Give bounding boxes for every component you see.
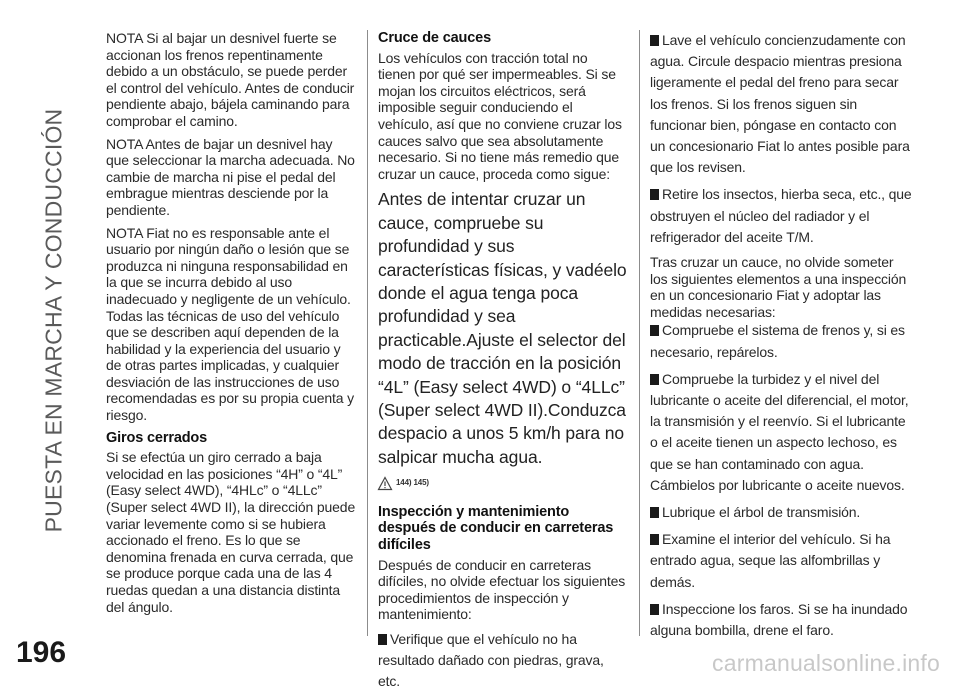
bullet-item: Examine el interior del vehículo. Si ha entrado agua, seque las alfombrillas y demás. [650,531,891,590]
column-3 [650,30,912,647]
water-crossing-body: Los vehículos con tracción total no tienen por qué ser impermeables. Si se mojan los circuitos eléctricos, será imposible seguir conduciendo el vehículo, así que no conviene cruzar los cauces salvo que sea absolutamente necesario. Si no tiene más remedio que cruzar un cauce, proceda como sigue: [378,49,622,182]
site-watermark: carmanualsonline.info [712,650,940,676]
bullet-square-icon [650,189,659,200]
bullet-item: Lave el vehículo concienzudamente con agua. Circule despacio mientras presiona ligeramente el pedal del freno para secar los frenos. Si los frenos siguen sin funcionar bien, póngase en contacto con un concesionario Fiat lo antes posible para que los revisen. [650,32,910,176]
bullet-square-icon [378,634,387,645]
bullet-item: Compruebe el sistema de frenos y, si es necesario, repárelos. [650,322,905,360]
page-number: 196 [16,636,67,669]
bullet-item: Compruebe la turbidez y el nivel del lubricante o aceite del diferencial, el motor, la transmisión y el reenvío. Si el lubricante o el aceite tienen un aspecto lechoso, es que se han contaminado con agua. Cámbielos por lubricante o aceite nuevos. [650,370,909,493]
bullet-item: Inspeccione los faros. Si se ha inundado alguna bombilla, drene el faro. [650,600,908,639]
bullet-square-icon [650,325,659,336]
bullet-square-icon [650,507,659,518]
sharp-turns-body: Si se efectúa un giro cerrado a baja velocidad en las posiciones “4H” o “4L” (Easy select 4WD), “4HLc” o “4LLc” (Super select 4WD II), la dirección puede variar levemente como si se hubiera accionado el freno. Es lo que se denomina frenada en curva cerrada, que se produce porque cada una de las 4 ruedas quedan a una distancia distinta del ángulo. [106,449,356,615]
water-crossing-instructions: Antes de intentar cruzar un cauce, compruebe su profundidad y sus características físicas, y vadéelo donde el agua tenga poca profundidad y sea practicable.Ajuste el selector del modo de tracción en la posición “4L” (Easy select 4WD) o “4LLc” (Super select 4WD II).Conduzca despacio a unos 5 km/h para no salpicar mucha agua. [378,189,627,467]
warning-triangle-icon [378,477,392,490]
note-gear: NOTA Antes de bajar un desnivel hay que seleccionar la marcha adecuada. No cambie de marcha ni pise el pedal del embrague mientras desciende por la pendiente. [106,135,355,218]
note-downhill: NOTA Si al bajar un desnivel fuerte se accionan los frenos repentinamente debido a un obstáculo, se puede perder el control del vehículo. Antes de conducir pendiente abajo, bájela caminando para comprobar el camino. [106,30,355,129]
column-1 [106,30,356,621]
heading-water-crossing: Cruce de cauces [378,30,492,46]
bullet-square-icon [650,534,659,545]
warning-reference [378,475,628,492]
side-section-title-text: PUESTA EN MARCHA Y CONDUCCIÓN [40,108,67,532]
inspection-body: Después de conducir en carreteras difíciles, no olvide efectuar los siguientes procedimientos de inspección y mantenimiento: [378,556,626,623]
heading-inspection: Inspección y mantenimiento después de conducir en carreteras difíciles [378,503,614,553]
heading-sharp-turns: Giros cerrados [106,429,208,446]
bullet-square-icon [650,374,659,385]
column-divider-1 [367,30,368,636]
bullet-square-icon [650,604,659,615]
bullet-item: Verifique que el vehículo no ha resultado dañado con piedras, grava, etc. [378,630,604,689]
bullet-item: Retire los insectos, hierba seca, etc., que obstruyen el núcleo del radiador y el refrigerador del aceite T/M. [650,186,912,245]
warning-reference-numbers: 144) 145) [396,478,429,488]
bullet-square-icon [650,35,659,46]
side-section-title [28,20,80,620]
note-liability: NOTA Fiat no es responsable ante el usuario por ningún daño o lesión que se produzca ni ninguna responsabilidad en la que se incurra debido al uso inadecuado y negligente de un vehículo. Todas las técnicas de uso del vehículo que se describen aquí dependen de la habilidad y la experiencia del usuario y de otras partes implicadas, y cualquier desviación de las instrucciones de uso recomendadas es por su propia cuenta y riesgo. [106,224,355,424]
bullet-item: Lubrique el árbol de transmisión. [650,502,912,523]
column-2 [378,30,628,698]
after-crossing-paragraph: Tras cruzar un cauce, no olvide someter los siguientes elementos a una inspección en un concesionario Fiat y adoptar las medidas necesarias: [650,254,907,320]
column-divider-2 [639,30,640,636]
